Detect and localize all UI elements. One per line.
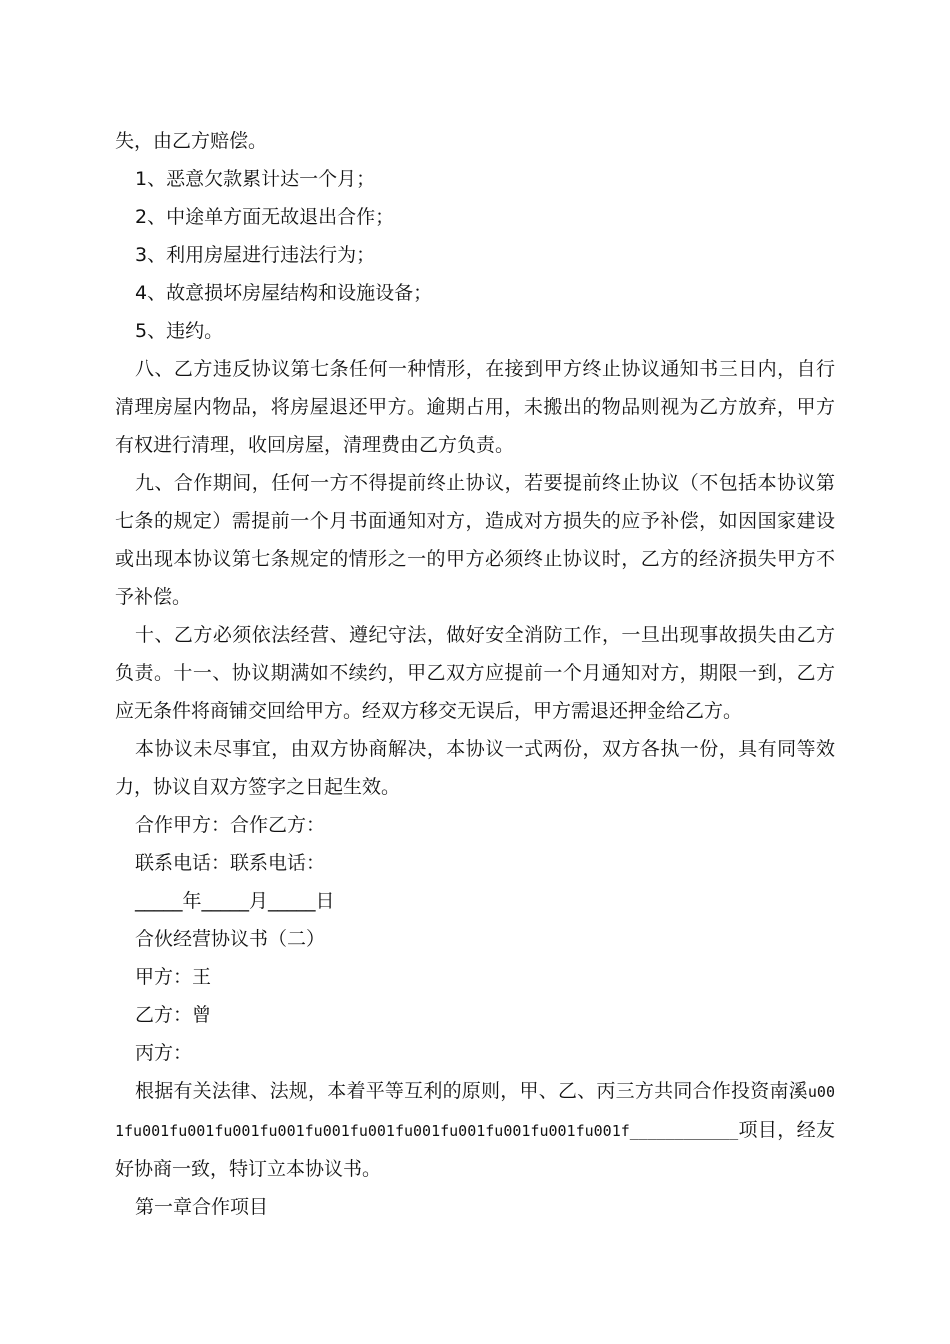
- clause-eight: 八、乙方违反协议第七条任何一种情形，在接到甲方终止协议通知书三日内，自行清理房屋内物品，将房屋退还甲方。逾期占用，未搬出的物品则视为乙方放弃，甲方有权进行清理，收回房屋，清理费由乙方负责。: [115, 358, 835, 456]
- list-item: 3、利用房屋进行违法行为；: [135, 244, 376, 266]
- intro-lead: 根据有关法律、法规，本着平等互利的原则，甲、乙、丙三方共同合作投资南溪: [135, 1080, 808, 1102]
- closing-clause: 本协议未尽事宜，由双方协商解决，本协议一式两份，双方各执一份，具有同等效力，协议自双方签字之日起生效。: [115, 738, 835, 798]
- party-a: 甲方：王: [135, 966, 212, 988]
- list-item: 5、违约。: [135, 320, 224, 342]
- signature-date: _____年_____月_____日: [135, 890, 335, 912]
- signature-phones: 联系电话：联系电话：: [135, 852, 326, 874]
- intro-paragraph: [115, 1072, 835, 1188]
- document-title: 合伙经营协议书（二）: [135, 928, 326, 950]
- list-item: 2、中途单方面无故退出合作；: [135, 206, 395, 228]
- signature-parties: 合作甲方：合作乙方：: [135, 814, 326, 836]
- clause-nine: 九、合作期间，任何一方不得提前终止协议，若要提前终止协议（不包括本协议第七条的规定）需提前一个月书面通知对方，造成对方损失的应予补偿，如因国家建设或出现本协议第七条规定的情形之一的甲方必须终止协议时，乙方的经济损失甲方不予补偿。: [115, 472, 835, 608]
- list-item: 1、恶意欠款累计达一个月；: [135, 168, 376, 190]
- party-c: 丙方：: [135, 1042, 193, 1064]
- intro-tail: 项目，经友好协商一致，特订立本协议书。: [115, 1119, 835, 1180]
- list-item: 4、故意损坏房屋结构和设施设备；: [135, 282, 433, 304]
- document-body: [115, 122, 835, 1226]
- party-b: 乙方：曾: [135, 1004, 212, 1026]
- chapter-heading: 第一章合作项目: [135, 1196, 269, 1218]
- paragraph: 失，由乙方赔偿。: [115, 130, 268, 152]
- intro-garbled-placeholder: u001fu001fu001fu001fu001fu001fu001fu001fu001fu001fu001fu001f____________: [115, 1083, 835, 1140]
- clause-ten: 十、乙方必须依法经营、遵纪守法，做好安全消防工作，一旦出现事故损失由乙方负责。十一、协议期满如不续约，甲乙双方应提前一个月通知对方，期限一到，乙方应无条件将商铺交回给甲方。经双方移交无误后，甲方需退还押金给乙方。: [115, 624, 835, 722]
